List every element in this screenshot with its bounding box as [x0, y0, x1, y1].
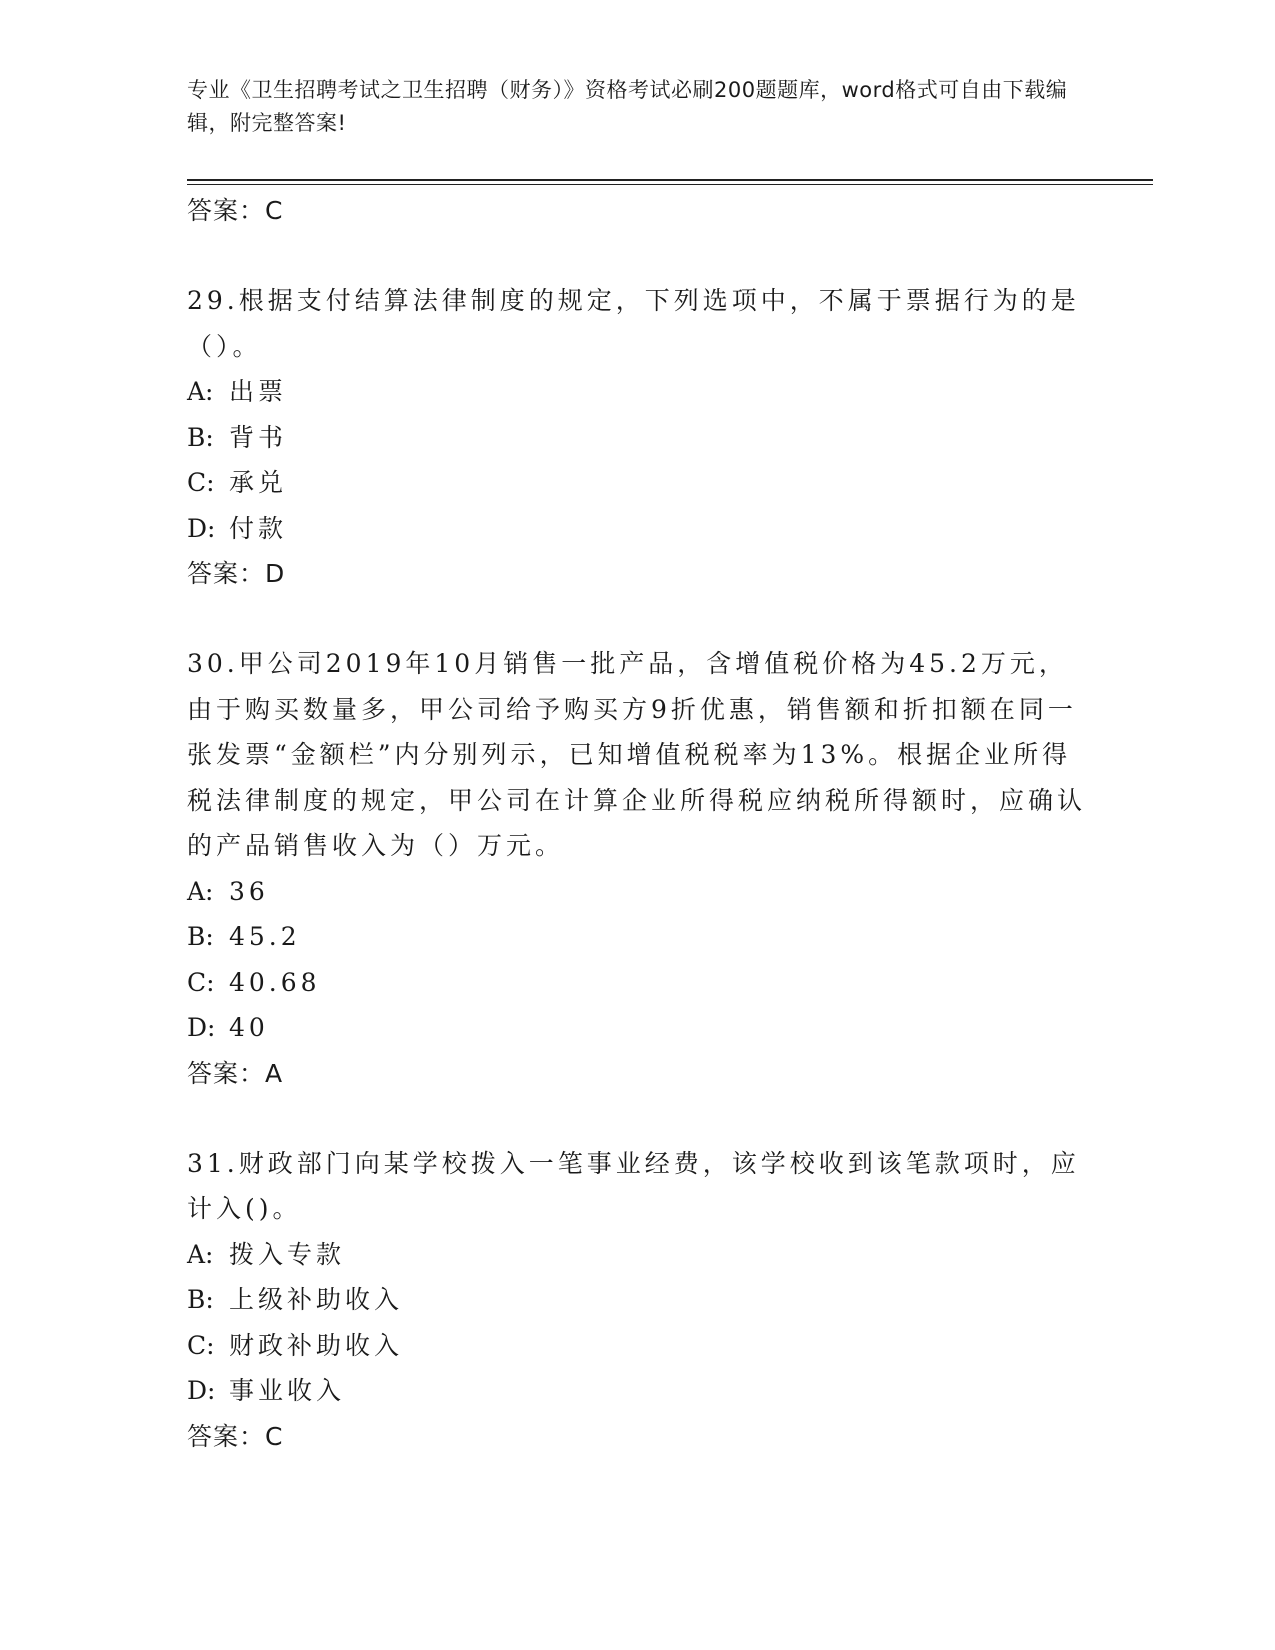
option-text: 40 — [229, 1013, 269, 1042]
question-30 — [187, 641, 1087, 1096]
answer-text: 答案：C — [187, 196, 284, 225]
answer-text: 答案：A — [187, 1058, 284, 1088]
option-key: A: — [187, 377, 214, 406]
answer-text: 答案：D — [187, 559, 286, 588]
page-header: 专业《卫生招聘考试之卫生招聘（财务）》资格考试必刷200题题库，word格式可自由下载编辑，附完整答案! — [187, 78, 1068, 135]
option-key: C: — [187, 1330, 215, 1360]
option-d — [187, 1005, 1087, 1051]
option-key: D: — [187, 513, 216, 543]
option-text: 付款 — [229, 513, 288, 543]
header-divider-thin — [187, 184, 1153, 185]
option-text: 36 — [229, 876, 269, 906]
option-c — [187, 960, 1087, 1006]
document-body — [187, 188, 1087, 1459]
option-text: 承兑 — [229, 468, 288, 497]
option-text: 财政补助收入 — [229, 1330, 404, 1360]
option-c — [187, 1323, 1087, 1369]
option-key: B: — [187, 922, 214, 951]
option-text: 背书 — [229, 422, 288, 452]
option-text: 拨入专款 — [229, 1239, 346, 1269]
option-text: 40.68 — [229, 967, 321, 997]
option-text: 上级补助收入 — [229, 1285, 404, 1314]
question-stem: 31.财政部门向某学校拨入一笔事业经费，该学校收到该笔款项时，应计入()。 — [187, 1148, 1080, 1223]
question-29 — [187, 278, 1087, 596]
option-key: D: — [187, 1376, 216, 1405]
option-c — [187, 460, 1087, 506]
option-a — [187, 1232, 1087, 1278]
answer-text: 答案：C — [187, 1421, 284, 1451]
question-31 — [187, 1141, 1087, 1459]
option-a — [187, 869, 1087, 915]
option-text: 事业收入 — [229, 1376, 346, 1405]
option-d — [187, 506, 1087, 552]
option-a — [187, 369, 1087, 415]
question-stem: 30.甲公司2019年10月销售一批产品，含增值税价格为45.2万元，由于购买数量多，甲公司给予购买方9折优惠，销售额和折扣额在同一张发票“金额栏”内分别列示，已知增值税税率为13%。根据企业所得税法律制度的规定，甲公司在计算企业所得税应纳税所得额时，应确认的产品销售收入为（）万元。 — [187, 649, 1087, 860]
option-d — [187, 1368, 1087, 1414]
option-b — [187, 415, 1087, 461]
option-key: C: — [187, 468, 215, 497]
option-key: A: — [187, 1239, 214, 1269]
option-b — [187, 1277, 1087, 1323]
option-b — [187, 914, 1087, 960]
option-key: B: — [187, 1285, 214, 1314]
option-text: 45.2 — [229, 922, 301, 951]
option-key: C: — [187, 967, 215, 997]
option-key: D: — [187, 1013, 216, 1042]
option-key: B: — [187, 422, 214, 452]
question-stem: 29.根据支付结算法律制度的规定，下列选项中，不属于票据行为的是（）。 — [187, 286, 1080, 361]
option-key: A: — [187, 876, 214, 906]
option-text: 出票 — [229, 377, 288, 406]
header-divider-thick — [187, 179, 1153, 181]
